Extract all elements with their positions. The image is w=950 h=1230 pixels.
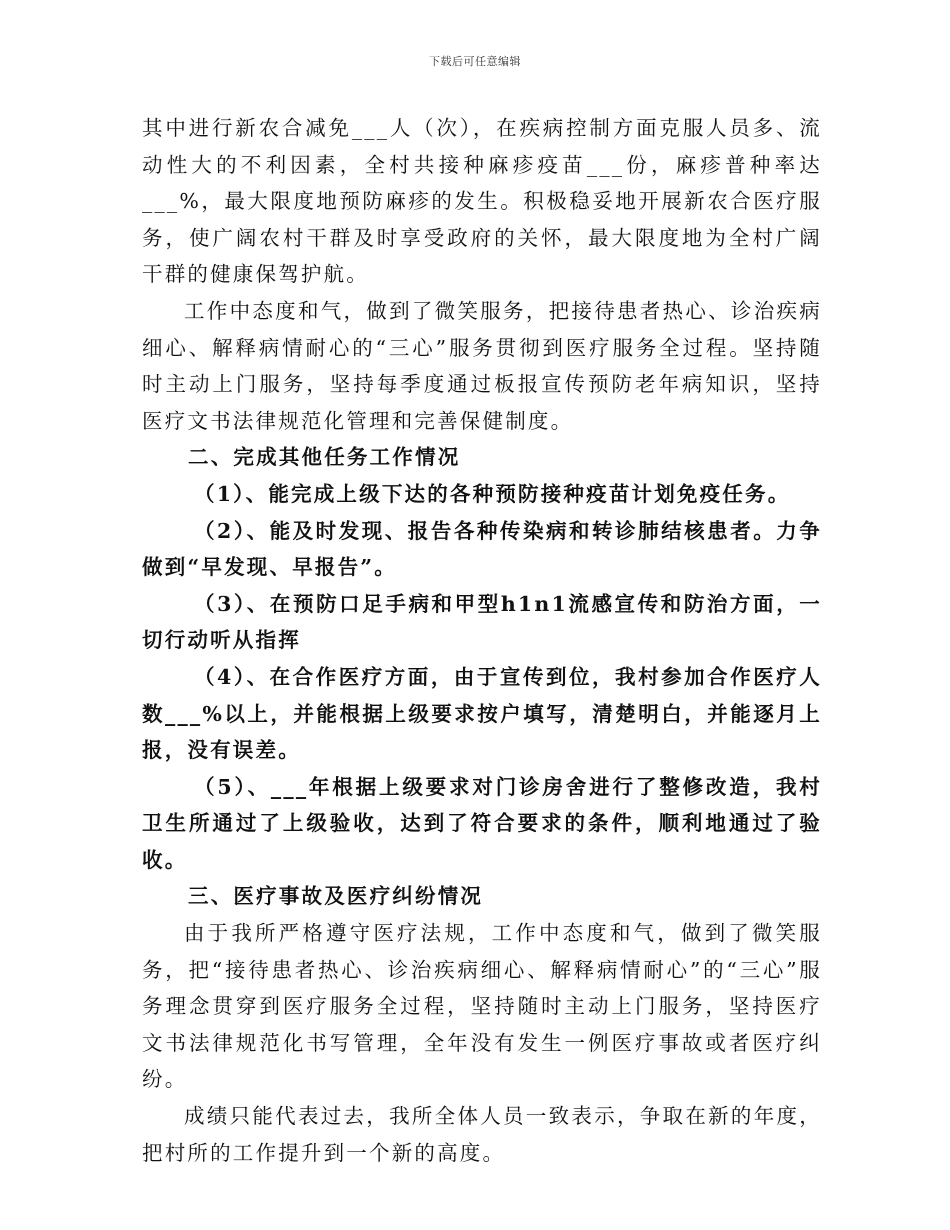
paragraph-service-attitude: 工作中态度和气，做到了微笑服务，把接待患者热心、诊治疾病细心、解释病情耐心的“三心”服务贯彻到医疗服务全过程。坚持随时主动上门服务，坚持每季度通过板报宣传预防老年病知识，坚持医疗文书法律规范化管理和完善保健制度。 <box>142 298 822 433</box>
paragraph-epidemic-control: 其中进行新农合减免___人（次），在疾病控制方面克服人员多、流动性大的不利因素，全村共接种麻疹疫苗___份，麻疹普种率达___%，最大限度地预防麻疹的发生。积极稳妥地开展新农合医疗服务，使广阔农村干群及时享受政府的关怀，最大限度地为全村广阔干群的健康保驾护航。 <box>142 116 822 287</box>
page-header: 下载后可任意编辑 <box>429 55 521 68</box>
task-item-4: （4）、在合作医疗方面，由于宣传到位，我村参加合作医疗人数___%以上，并能根据上级要求按户填写，清楚明白，并能逐月上报，没有误差。 <box>142 664 822 763</box>
task-item-3: （3）、在预防口足手病和甲型h1n1流感宣传和防治方面，一切行动听从指挥 <box>142 591 822 653</box>
section-heading-medical-disputes: 三、医疗事故及医疗纠纷情况 <box>188 884 484 909</box>
paragraph-no-incidents: 由于我所严格遵守医疗法规，工作中态度和气，做到了微笑服务，把“接待患者热心、诊治疾病细心、解释病情耐心”的“三心”服务理念贯穿到医疗服务全过程，坚持随时主动上门服务，坚持医疗文书法律规范化书写管理，全年没有发生一例医疗事故或者医疗纠纷。 <box>142 921 822 1092</box>
document-body <box>142 110 822 1171</box>
task-item-5: （5）、___年根据上级要求对门诊房舍进行了整修改造，我村卫生所通过了上级验收，达到了符合要求的条件，顺利地通过了验收。 <box>142 774 822 872</box>
paragraph-conclusion: 成绩只能代表过去，我所全体人员一致表示，争取在新的年度，把村所的工作提升到一个新的高度。 <box>142 1104 822 1165</box>
task-item-2: （2）、能及时发现、报告各种传染病和转诊肺结核患者。力争做到“早发现、早报告”。 <box>142 518 822 580</box>
section-heading-other-tasks: 二、完成其他任务工作情况 <box>188 445 461 470</box>
task-item-1: （1）、能完成上级下达的各种预防接种疫苗计划免疫任务。 <box>194 481 791 506</box>
